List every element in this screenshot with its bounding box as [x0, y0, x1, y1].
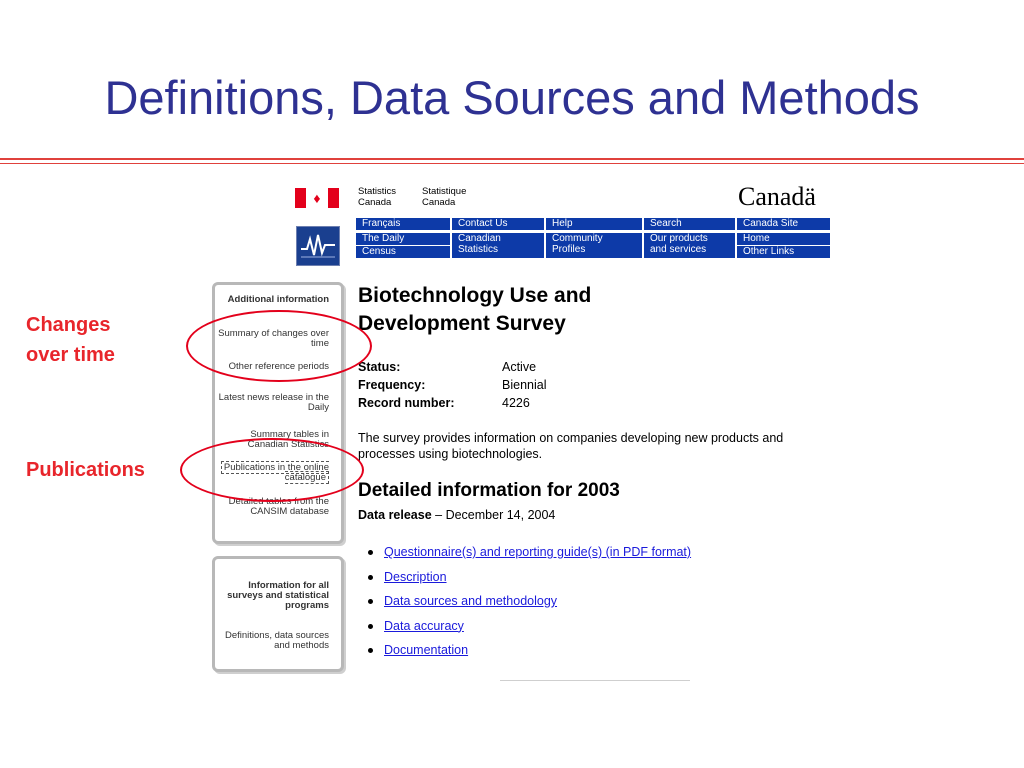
detail-heading: Detailed information for 2003	[358, 480, 620, 501]
sidebar2-heading: Information for all surveys and statistical programs	[227, 580, 329, 611]
nav-community-profiles[interactable]: Community Profiles	[546, 233, 642, 258]
data-sources-link[interactable]: Data sources and methodology	[384, 594, 558, 608]
status-value: Active	[502, 360, 537, 374]
footer-divider	[500, 680, 690, 681]
list-item	[384, 565, 691, 590]
sidebar-item-additional-information: Additional information	[227, 294, 329, 305]
website-screenshot	[200, 178, 840, 698]
slide-title: Definitions, Data Sources and Methods	[104, 71, 920, 124]
nav-search[interactable]: Search	[644, 218, 735, 230]
detail-links	[384, 540, 691, 663]
sidebar-panel-methods	[212, 556, 344, 672]
frequency-value: Biennial	[502, 378, 547, 392]
nav-canadian-statistics[interactable]: Canadian Statistics	[452, 233, 544, 258]
questionnaire-link[interactable]: Questionnaire(s) and reporting guide(s) (in PDF format)	[384, 545, 692, 559]
nav-other-links[interactable]: Other Links	[737, 246, 830, 258]
survey-title: Biotechnology Use and Development Survey	[358, 284, 592, 335]
sidebar2-definitions-link[interactable]: Definitions, data sources and methods	[224, 630, 329, 651]
sidebar-item-cansim-tables[interactable]: Detailed tables from the CANSIM database	[228, 496, 329, 517]
statistics-canada-en: Statistics Canada	[358, 186, 397, 208]
sidebar-item-summary-of-changes[interactable]: Summary of changes over time	[218, 328, 329, 349]
nav-census[interactable]: Census	[356, 246, 450, 258]
survey-description: The survey provides information on companies developing new products and processes using biotechnologies.	[358, 431, 784, 461]
title-rule-bottom	[0, 163, 1024, 164]
title-rule-top	[0, 158, 1024, 160]
documentation-link[interactable]: Documentation	[384, 643, 469, 657]
frequency-label: Frequency:	[358, 378, 426, 392]
sidebar-item-publications[interactable]: Publications in the online catalogue	[217, 463, 329, 483]
highlight-ellipse-publications	[180, 438, 364, 502]
sidebar-item-other-reference-periods[interactable]: Other reference periods	[228, 361, 329, 372]
release-label: Data release	[358, 508, 432, 522]
statistique-canada-fr: Statistique Canada	[422, 186, 467, 208]
list-item	[384, 540, 691, 565]
list-item	[384, 589, 691, 614]
record-number-label: Record number:	[358, 396, 455, 410]
nav-products-services[interactable]: Our products and services	[644, 233, 735, 258]
nav-help[interactable]: Help	[546, 218, 642, 230]
nav-home[interactable]: Home	[737, 233, 830, 245]
statcan-logo-icon	[296, 226, 340, 266]
release-date: – December 14, 2004	[435, 508, 556, 522]
description-link[interactable]: Description	[384, 569, 447, 584]
list-item	[384, 614, 691, 639]
record-number-value: 4226	[502, 396, 530, 410]
nav-the-daily[interactable]: The Daily	[356, 233, 450, 245]
nav-canada-site[interactable]: Canada Site	[737, 218, 830, 230]
sidebar-item-latest-news-release[interactable]: Latest news release in the Daily	[218, 392, 329, 413]
callout-changes-over-time: Changes over time	[26, 314, 115, 366]
canada-wordmark: Canadä	[738, 182, 816, 211]
status-label: Status:	[358, 360, 401, 374]
nav-francais[interactable]: Français	[356, 218, 450, 230]
sidebar-item-summary-tables[interactable]: Summary tables in Canadian Statistics	[247, 429, 329, 450]
nav-contact-us[interactable]: Contact Us	[452, 218, 544, 230]
data-accuracy-link[interactable]: Data accuracy	[384, 618, 464, 633]
list-item	[384, 638, 691, 663]
canada-flag-icon: ♦	[295, 188, 339, 208]
data-release	[358, 508, 555, 522]
callout-publications: Publications	[26, 459, 145, 481]
highlight-ellipse-changes	[186, 310, 372, 382]
